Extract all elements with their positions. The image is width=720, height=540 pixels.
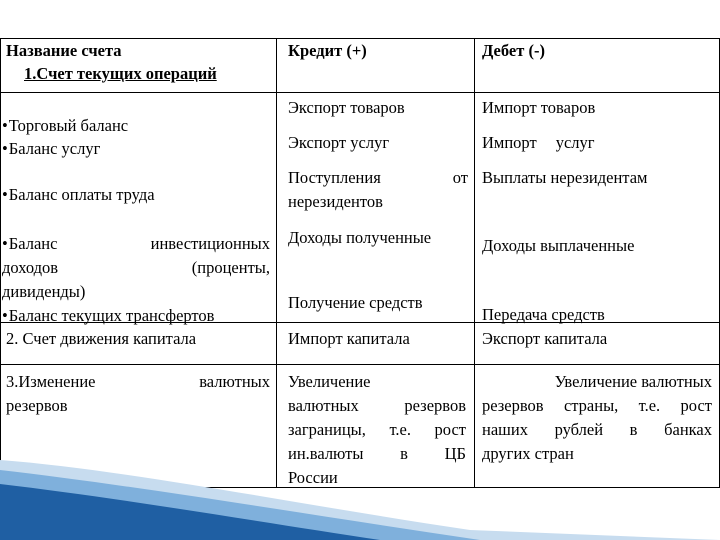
- bullet-icon: •: [2, 234, 8, 253]
- row-label-current-transfers: •Баланс текущих трансфертов: [2, 306, 215, 325]
- debit-reserves-line: других стран: [482, 444, 574, 463]
- credit-capital-import: Импорт капитала: [288, 329, 410, 348]
- credit-reserves-line: заграницы, т.е. рост: [288, 420, 466, 439]
- debit-reserves-line: наших рублей в банках: [482, 420, 712, 439]
- credit-reserves-line: валютных резервов: [288, 396, 466, 415]
- row-label-services-balance: •Баланс услуг: [2, 139, 101, 158]
- bullet-icon: •: [2, 139, 8, 158]
- header-debit: Дебет (-): [482, 41, 545, 60]
- debit-import-services: Импорт услуг: [482, 133, 595, 152]
- debit-nonresident-payments: Выплаты нерезидентам: [482, 168, 648, 187]
- credit-export-services: Экспорт услуг: [288, 133, 390, 152]
- debit-import-goods: Импорт товаров: [482, 98, 596, 117]
- credit-reserves-line: ин.валюты в ЦБ: [288, 444, 466, 463]
- section-current-operations: 1.Счет текущих операций: [24, 64, 217, 83]
- row-label-reserves-change: 3.Изменение валютных резервов: [6, 372, 270, 415]
- credit-funds-received: Получение средств: [288, 293, 423, 312]
- debit-income-paid: Доходы выплаченные: [482, 236, 635, 255]
- debit-funds-transferred: Передача средств: [482, 305, 605, 324]
- row-label-capital-account: 2. Счет движения капитала: [6, 329, 197, 348]
- row-label-investment-income: •Баланс инвестиционных доходов (проценты, дивиденды): [2, 234, 270, 301]
- header-account-name: Название счета: [6, 41, 122, 60]
- bullet-icon: •: [2, 306, 8, 325]
- credit-reserves-line: Увеличение: [288, 372, 371, 391]
- debit-capital-export: Экспорт капитала: [482, 329, 608, 348]
- credit-income-received: Доходы полученные: [288, 228, 432, 247]
- debit-reserves-line: резервов страны, т.е. рост: [482, 396, 712, 415]
- debit-reserves-line: Увеличение валютных: [554, 372, 712, 391]
- header-credit: Кредит (+): [288, 41, 367, 60]
- bullet-icon: •: [2, 116, 8, 135]
- row-label-trade-balance: •Торговый баланс: [2, 116, 129, 135]
- credit-export-goods: Экспорт товаров: [288, 98, 405, 117]
- bullet-icon: •: [2, 185, 8, 204]
- credit-reserves-line: России: [288, 468, 338, 487]
- row-label-labor-balance: •Баланс оплаты труда: [2, 185, 155, 204]
- credit-nonresident-receipts: Поступления от нерезидентов: [288, 168, 468, 211]
